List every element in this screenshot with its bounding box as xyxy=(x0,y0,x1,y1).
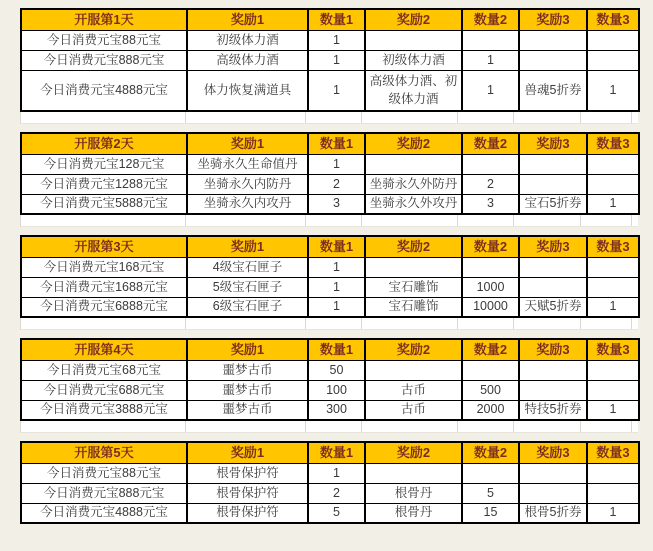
table-row xyxy=(21,483,639,503)
reward-cell: 兽魂5折券 xyxy=(519,70,587,111)
reward-cell: 噩梦古币 xyxy=(187,380,308,400)
empty-cell xyxy=(186,421,306,432)
empty-cell xyxy=(362,421,458,432)
reward-cell: 50 xyxy=(308,360,365,380)
condition-cell: 今日消费元宝88元宝 xyxy=(21,463,187,483)
day-header-cell: 开服第5天 xyxy=(21,442,187,463)
header-cell: 数量2 xyxy=(462,339,519,360)
reward-cell: 高级体力酒 xyxy=(187,50,308,70)
header-cell: 奖励3 xyxy=(519,339,587,360)
reward-cell: 根骨保护符 xyxy=(187,463,308,483)
reward-cell: 5 xyxy=(462,483,519,503)
reward-table-day-2 xyxy=(20,132,640,215)
spreadsheet-empty-row xyxy=(20,112,638,124)
reward-cell: 根骨保护符 xyxy=(187,503,308,523)
reward-cell: 1 xyxy=(587,400,639,420)
table-row xyxy=(21,503,639,523)
reward-cell xyxy=(462,257,519,277)
empty-cell xyxy=(21,421,186,432)
reward-cell: 坐骑永久外攻丹 xyxy=(365,194,462,214)
reward-cell: 1 xyxy=(308,30,365,50)
reward-cell: 300 xyxy=(308,400,365,420)
empty-cell xyxy=(458,421,514,432)
empty-cell xyxy=(21,112,186,123)
reward-cell: 高级体力酒、初级体力酒 xyxy=(365,70,462,111)
reward-table-day-3 xyxy=(20,235,640,318)
reward-cell xyxy=(519,174,587,194)
reward-cell xyxy=(519,463,587,483)
empty-cell xyxy=(581,215,632,226)
header-cell: 奖励3 xyxy=(519,9,587,30)
empty-cell xyxy=(514,112,581,123)
header-cell: 数量2 xyxy=(462,236,519,257)
header-cell: 数量3 xyxy=(587,236,639,257)
header-cell: 奖励1 xyxy=(187,339,308,360)
header-cell: 数量1 xyxy=(308,133,365,154)
reward-cell: 1 xyxy=(587,194,639,214)
reward-cell xyxy=(587,380,639,400)
reward-cell: 古币 xyxy=(365,380,462,400)
reward-cell xyxy=(365,360,462,380)
reward-cell: 初级体力酒 xyxy=(365,50,462,70)
reward-cell: 宝石雕饰 xyxy=(365,277,462,297)
reward-cell xyxy=(587,154,639,174)
header-row xyxy=(21,133,639,154)
empty-cell xyxy=(186,112,306,123)
empty-cell xyxy=(514,421,581,432)
condition-cell: 今日消费元宝6888元宝 xyxy=(21,297,187,317)
empty-cell xyxy=(458,215,514,226)
reward-cell: 100 xyxy=(308,380,365,400)
reward-cell: 1 xyxy=(308,70,365,111)
reward-cell xyxy=(519,154,587,174)
header-cell: 奖励2 xyxy=(365,9,462,30)
reward-cell: 根骨丹 xyxy=(365,503,462,523)
reward-cell: 1 xyxy=(308,277,365,297)
empty-cell xyxy=(21,318,186,329)
reward-cell xyxy=(587,50,639,70)
reward-cell xyxy=(462,30,519,50)
empty-cell xyxy=(186,215,306,226)
condition-cell: 今日消费元宝88元宝 xyxy=(21,30,187,50)
condition-cell: 今日消费元宝1288元宝 xyxy=(21,174,187,194)
reward-cell: 2000 xyxy=(462,400,519,420)
reward-cell: 5级宝石匣子 xyxy=(187,277,308,297)
reward-cell: 4级宝石匣子 xyxy=(187,257,308,277)
day-header-cell: 开服第4天 xyxy=(21,339,187,360)
reward-cell: 噩梦古币 xyxy=(187,400,308,420)
reward-cell: 坐骑永久内攻丹 xyxy=(187,194,308,214)
reward-cell xyxy=(587,174,639,194)
reward-cell: 1 xyxy=(462,50,519,70)
header-cell: 奖励3 xyxy=(519,133,587,154)
reward-cell: 宝石雕饰 xyxy=(365,297,462,317)
empty-cell xyxy=(306,421,362,432)
reward-cell xyxy=(519,483,587,503)
reward-cell: 古币 xyxy=(365,400,462,420)
header-cell: 奖励1 xyxy=(187,442,308,463)
reward-cell: 6级宝石匣子 xyxy=(187,297,308,317)
reward-cell xyxy=(365,30,462,50)
header-cell: 数量3 xyxy=(587,339,639,360)
reward-cell: 宝石5折券 xyxy=(519,194,587,214)
reward-cell: 噩梦古币 xyxy=(187,360,308,380)
reward-cell xyxy=(462,360,519,380)
reward-cell xyxy=(365,154,462,174)
table-gap xyxy=(20,124,653,132)
empty-cell xyxy=(581,421,632,432)
table-row xyxy=(21,380,639,400)
reward-cell xyxy=(587,483,639,503)
condition-cell: 今日消费元宝888元宝 xyxy=(21,50,187,70)
empty-cell xyxy=(362,215,458,226)
header-cell: 奖励1 xyxy=(187,236,308,257)
reward-cell xyxy=(587,463,639,483)
table-row xyxy=(21,70,639,111)
condition-cell: 今日消费元宝4888元宝 xyxy=(21,503,187,523)
day-header-cell: 开服第2天 xyxy=(21,133,187,154)
reward-cell: 1 xyxy=(308,154,365,174)
reward-cell: 2 xyxy=(462,174,519,194)
header-cell: 奖励1 xyxy=(187,9,308,30)
reward-cell: 根骨5折券 xyxy=(519,503,587,523)
reward-cell: 3 xyxy=(462,194,519,214)
reward-cell: 15 xyxy=(462,503,519,523)
empty-cell xyxy=(514,215,581,226)
reward-cell xyxy=(519,380,587,400)
empty-cell xyxy=(514,318,581,329)
reward-cell: 体力恢复满道具 xyxy=(187,70,308,111)
spreadsheet-empty-row xyxy=(20,421,638,433)
reward-table-day-1 xyxy=(20,8,640,112)
condition-cell: 今日消费元宝4888元宝 xyxy=(21,70,187,111)
empty-cell xyxy=(458,318,514,329)
header-cell: 数量1 xyxy=(308,442,365,463)
header-cell: 数量2 xyxy=(462,9,519,30)
header-cell: 数量1 xyxy=(308,236,365,257)
table-row xyxy=(21,400,639,420)
reward-cell xyxy=(587,360,639,380)
header-row xyxy=(21,442,639,463)
spreadsheet-empty-row xyxy=(20,318,638,330)
reward-cell xyxy=(519,257,587,277)
table-row xyxy=(21,297,639,317)
table-row xyxy=(21,50,639,70)
table-row xyxy=(21,154,639,174)
header-cell: 数量1 xyxy=(308,9,365,30)
empty-cell xyxy=(306,318,362,329)
reward-cell: 根骨丹 xyxy=(365,483,462,503)
header-row xyxy=(21,236,639,257)
reward-table-day-5 xyxy=(20,441,640,524)
reward-table-day-4 xyxy=(20,338,640,421)
header-cell: 数量2 xyxy=(462,442,519,463)
reward-cell: 根骨保护符 xyxy=(187,483,308,503)
reward-cell: 10000 xyxy=(462,297,519,317)
reward-cell xyxy=(519,360,587,380)
header-cell: 奖励2 xyxy=(365,442,462,463)
empty-cell xyxy=(458,112,514,123)
table-row xyxy=(21,360,639,380)
condition-cell: 今日消费元宝168元宝 xyxy=(21,257,187,277)
reward-cell: 1 xyxy=(308,463,365,483)
header-cell: 奖励2 xyxy=(365,339,462,360)
reward-cell: 1 xyxy=(587,70,639,111)
table-row xyxy=(21,277,639,297)
reward-cell: 坐骑永久外防丹 xyxy=(365,174,462,194)
reward-cell: 1 xyxy=(308,50,365,70)
reward-cell xyxy=(462,154,519,174)
table-gap xyxy=(20,227,653,235)
condition-cell: 今日消费元宝3888元宝 xyxy=(21,400,187,420)
reward-cell: 2 xyxy=(308,483,365,503)
header-row xyxy=(21,339,639,360)
empty-cell xyxy=(581,318,632,329)
condition-cell: 今日消费元宝5888元宝 xyxy=(21,194,187,214)
day-header-cell: 开服第3天 xyxy=(21,236,187,257)
reward-cell: 天赋5折券 xyxy=(519,297,587,317)
header-cell: 数量3 xyxy=(587,9,639,30)
reward-cell xyxy=(587,30,639,50)
reward-cell: 1 xyxy=(462,70,519,111)
empty-cell xyxy=(581,112,632,123)
reward-cell: 2 xyxy=(308,174,365,194)
table-row xyxy=(21,174,639,194)
reward-cell xyxy=(519,50,587,70)
table-row xyxy=(21,257,639,277)
header-cell: 奖励1 xyxy=(187,133,308,154)
empty-cell xyxy=(306,215,362,226)
reward-cell xyxy=(462,463,519,483)
table-gap xyxy=(20,433,653,441)
header-cell: 数量3 xyxy=(587,442,639,463)
header-cell: 奖励2 xyxy=(365,133,462,154)
condition-cell: 今日消费元宝128元宝 xyxy=(21,154,187,174)
day-header-cell: 开服第1天 xyxy=(21,9,187,30)
header-cell: 奖励3 xyxy=(519,236,587,257)
condition-cell: 今日消费元宝688元宝 xyxy=(21,380,187,400)
condition-cell: 今日消费元宝888元宝 xyxy=(21,483,187,503)
reward-cell: 特技5折券 xyxy=(519,400,587,420)
reward-cell xyxy=(587,257,639,277)
condition-cell: 今日消费元宝1688元宝 xyxy=(21,277,187,297)
reward-cell: 1 xyxy=(587,503,639,523)
reward-cell xyxy=(365,463,462,483)
reward-cell: 1000 xyxy=(462,277,519,297)
reward-cell xyxy=(519,30,587,50)
reward-cell: 坐骑永久内防丹 xyxy=(187,174,308,194)
header-cell: 奖励2 xyxy=(365,236,462,257)
empty-cell xyxy=(306,112,362,123)
table-gap xyxy=(20,330,653,338)
reward-cell xyxy=(587,277,639,297)
empty-cell xyxy=(186,318,306,329)
reward-cell: 初级体力酒 xyxy=(187,30,308,50)
reward-cell: 5 xyxy=(308,503,365,523)
reward-cell: 500 xyxy=(462,380,519,400)
reward-cell: 坐骑永久生命值丹 xyxy=(187,154,308,174)
empty-cell xyxy=(362,112,458,123)
header-cell: 奖励3 xyxy=(519,442,587,463)
condition-cell: 今日消费元宝68元宝 xyxy=(21,360,187,380)
table-row xyxy=(21,194,639,214)
header-row xyxy=(21,9,639,30)
reward-cell: 1 xyxy=(587,297,639,317)
reward-cell xyxy=(519,277,587,297)
header-cell: 数量3 xyxy=(587,133,639,154)
header-cell: 数量1 xyxy=(308,339,365,360)
spreadsheet-empty-row xyxy=(20,215,638,227)
table-row xyxy=(21,30,639,50)
reward-cell: 1 xyxy=(308,257,365,277)
reward-cell: 3 xyxy=(308,194,365,214)
empty-cell xyxy=(362,318,458,329)
empty-cell xyxy=(21,215,186,226)
reward-cell: 1 xyxy=(308,297,365,317)
header-cell: 数量2 xyxy=(462,133,519,154)
table-row xyxy=(21,463,639,483)
reward-cell xyxy=(365,257,462,277)
